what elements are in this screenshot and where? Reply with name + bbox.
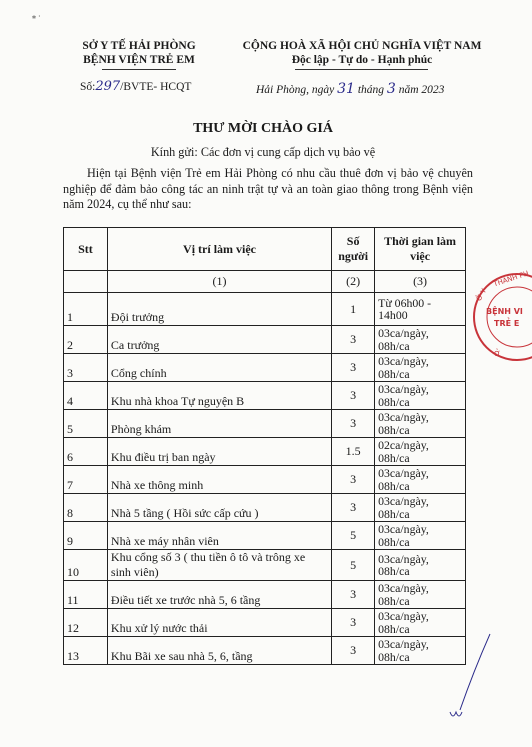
table-row	[64, 637, 466, 665]
agency-underline	[102, 69, 176, 70]
location-cell: Đội trưởng	[107, 293, 331, 326]
table-row	[64, 354, 466, 382]
ref-suffix: /BVTE- HCQT	[120, 81, 192, 93]
location-cell: Khu xử lý nước thải	[107, 609, 331, 637]
date-day: 31	[337, 81, 355, 97]
table-row	[64, 581, 466, 609]
table-row	[64, 410, 466, 438]
table-body	[64, 293, 466, 665]
time-cell: 03ca/ngày, 08h/ca	[375, 522, 466, 550]
count-cell: 5	[332, 550, 375, 581]
time-cell: 03ca/ngày, 08h/ca	[375, 494, 466, 522]
agency-line2: BỆNH VIỆN TRẺ EM	[83, 54, 195, 66]
time-cell: 03ca/ngày, 08h/ca	[375, 609, 466, 637]
header-time: Thời gian làm việc	[375, 228, 466, 271]
header-stt: Stt	[64, 228, 108, 271]
count-cell: 3	[332, 326, 375, 354]
stt-cell: 4	[64, 382, 108, 410]
count-cell: 3	[332, 382, 375, 410]
location-cell: Khu điều trị ban ngày	[107, 438, 331, 466]
header-count: Số người	[332, 228, 375, 271]
nation-line2: Độc lập - Tự do - Hạnh phúc	[291, 54, 433, 66]
table-row	[64, 438, 466, 466]
time-cell: 03ca/ngày, 08h/ca	[375, 382, 466, 410]
stt-cell: 13	[64, 637, 108, 665]
corner-scan-mark: ⁎ ·	[32, 12, 41, 21]
count-cell: 3	[332, 466, 375, 494]
table-row	[64, 494, 466, 522]
location-cell: Điều tiết xe trước nhà 5, 6 tầng	[107, 581, 331, 609]
stt-cell: 11	[64, 581, 108, 609]
location-cell: Phòng khám	[107, 410, 331, 438]
location-cell: Khu Bãi xe sau nhà 5, 6, tầng	[107, 637, 331, 665]
location-cell: Nhà xe thông minh	[107, 466, 331, 494]
subheader-count: (2)	[332, 271, 375, 293]
stamp-mid2-text: TRẺ E	[494, 319, 520, 328]
location-cell: Nhà 5 tầng ( Hồi sức cấp cứu )	[107, 494, 331, 522]
stt-cell: 10	[64, 550, 108, 581]
table-row	[64, 293, 466, 326]
stt-cell: 6	[64, 438, 108, 466]
table-row	[64, 326, 466, 354]
greeting: Kính gửi: Các đơn vị cung cấp dịch vụ bảo vệ	[150, 145, 376, 159]
table-row	[64, 609, 466, 637]
date-month: 3	[386, 81, 396, 97]
location-cell: Nhà xe máy nhân viên	[107, 522, 331, 550]
stt-cell: 8	[64, 494, 108, 522]
time-cell: 03ca/ngày, 08h/ca	[375, 326, 466, 354]
body-paragraph: Hiện tại Bệnh viện Trẻ em Hải Phòng có nhu cầu thuê đơn vị bảo vệ chuyên nghiệp để đảm bảo công tác an ninh trật tự và an toàn giao thông trong Bệnh viện năm 2024, cụ thể như sau:	[63, 166, 473, 211]
time-cell: 03ca/ngày, 08h/ca	[375, 637, 466, 665]
count-cell: 3	[332, 354, 375, 382]
count-cell: 1.5	[332, 438, 375, 466]
location-cell: Khu nhà khoa Tự nguyện B	[107, 382, 331, 410]
location-cell: Khu cổng số 3 ( thu tiền ô tô và trông xe sinh viên)	[107, 550, 331, 581]
document-title: THƯ MỜI CHÀO GIÁ	[193, 121, 333, 136]
table-row	[64, 550, 466, 581]
count-cell: 3	[332, 581, 375, 609]
count-cell: 5	[332, 522, 375, 550]
count-cell: 1	[332, 293, 375, 326]
table-row	[64, 522, 466, 550]
time-cell: 03ca/ngày, 08h/ca	[375, 550, 466, 581]
header-location: Vị trí làm việc	[107, 228, 331, 271]
ref-prefix: Số:	[80, 81, 96, 93]
stt-cell: 3	[64, 354, 108, 382]
stamp-bottom-text: Ở	[494, 350, 501, 358]
date-year: năm 2023	[398, 84, 445, 96]
ref-handwritten-number: 297	[95, 79, 121, 94]
stt-cell: 12	[64, 609, 108, 637]
date-prefix: Hải Phòng, ngày	[256, 84, 335, 96]
time-cell: Từ 06h00 - 14h00	[375, 293, 466, 326]
stt-cell: 5	[64, 410, 108, 438]
date-month-label: tháng	[357, 84, 385, 96]
stamp-mid1-text: BỆNH VI	[486, 307, 523, 316]
document-date	[256, 83, 444, 97]
subheader-location: (1)	[107, 271, 331, 293]
time-cell: 02ca/ngày, 08h/ca	[375, 438, 466, 466]
subheader-time: (3)	[375, 271, 466, 293]
count-cell: 3	[332, 609, 375, 637]
reference-number	[80, 80, 191, 94]
nation-underline	[295, 69, 428, 70]
stt-cell: 1	[64, 293, 108, 326]
stt-cell: 7	[64, 466, 108, 494]
location-cell: Cổng chính	[107, 354, 331, 382]
stamp-top-text: THÀNH PH	[492, 269, 530, 289]
stt-cell: 9	[64, 522, 108, 550]
stamp-left-text: Ở Y	[474, 287, 489, 303]
agency-line1: SỞ Y TẾ HẢI PHÒNG	[82, 40, 196, 52]
count-cell: 3	[332, 494, 375, 522]
staffing-table	[63, 227, 466, 665]
pen-stroke-mark	[444, 630, 494, 725]
time-cell: 03ca/ngày, 08h/ca	[375, 581, 466, 609]
nation-line1: CỘNG HOÀ XÃ HỘI CHỦ NGHĨA VIỆT NAM	[242, 40, 482, 52]
red-seal-stamp	[472, 262, 532, 372]
count-cell: 3	[332, 637, 375, 665]
location-cell: Ca trưởng	[107, 326, 331, 354]
time-cell: 03ca/ngày, 08h/ca	[375, 354, 466, 382]
time-cell: 03ca/ngày, 08h/ca	[375, 466, 466, 494]
table-row	[64, 382, 466, 410]
time-cell: 03ca/ngày, 08h/ca	[375, 410, 466, 438]
table-row	[64, 466, 466, 494]
count-cell: 3	[332, 410, 375, 438]
stt-cell: 2	[64, 326, 108, 354]
